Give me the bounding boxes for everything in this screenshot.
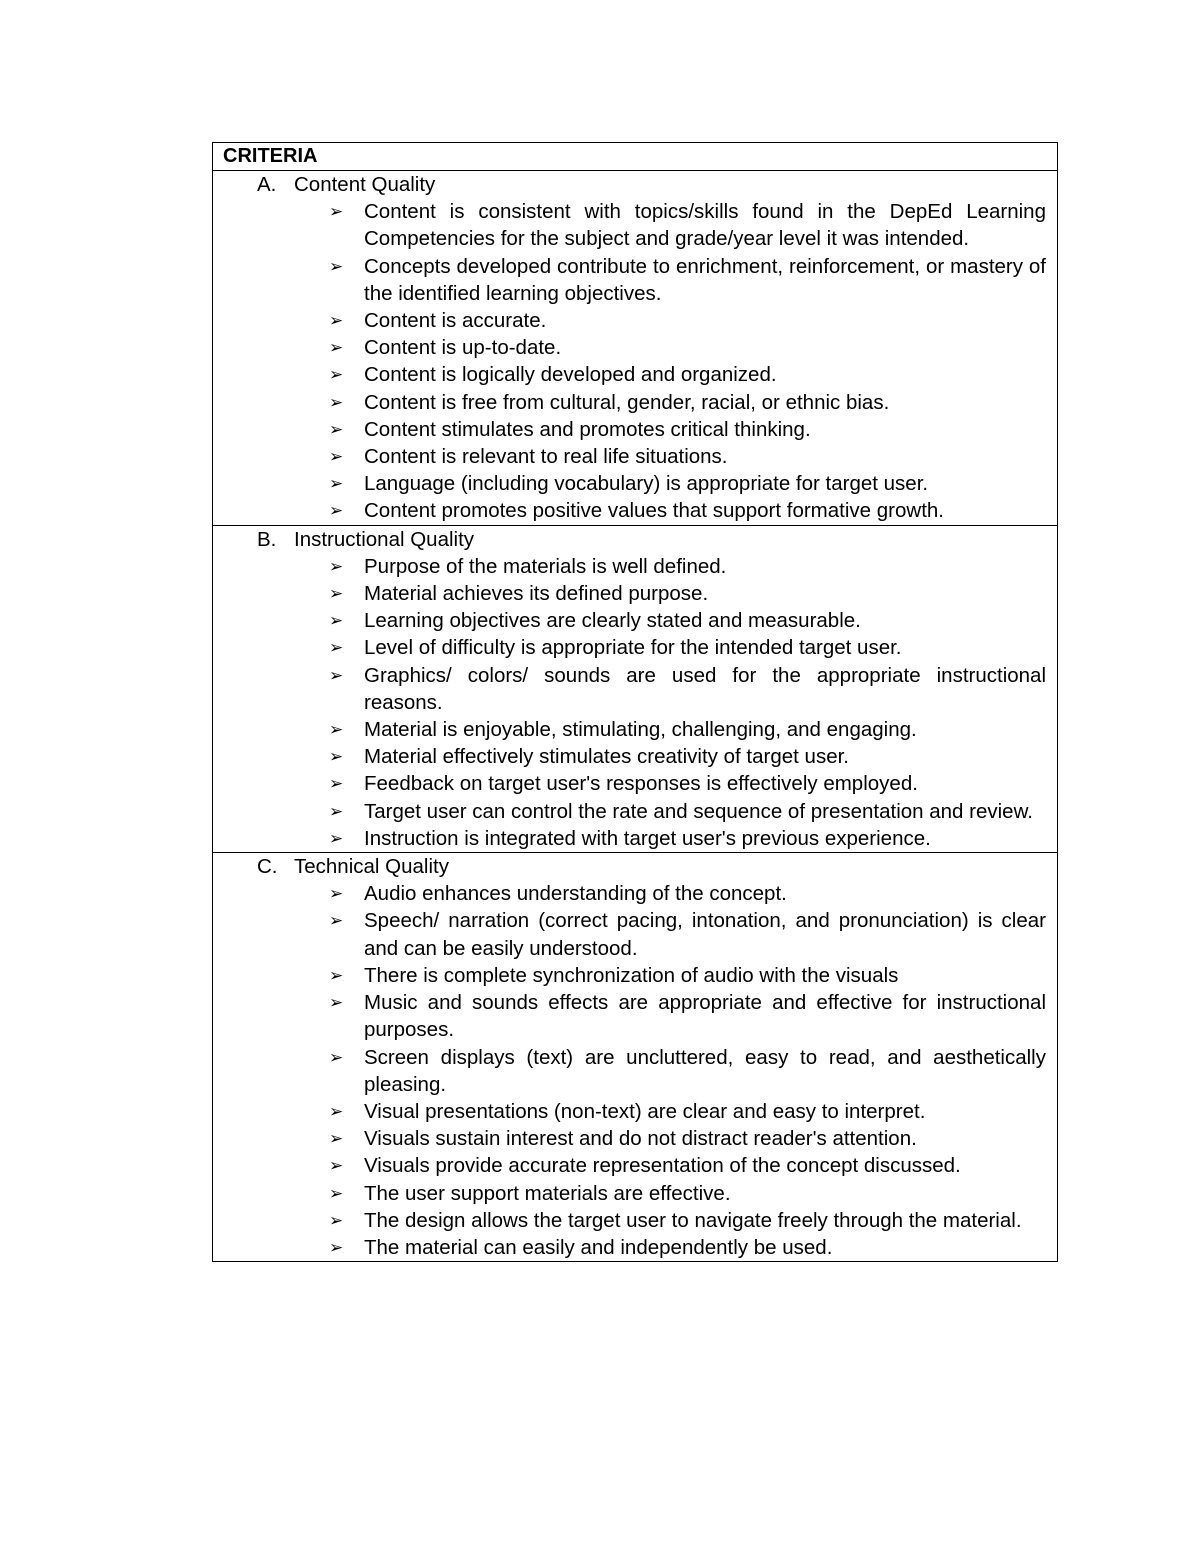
list-item: [329, 470, 1046, 497]
section-title-text-c: Technical Quality: [294, 855, 449, 879]
arrow-bullet-icon: ➢: [329, 1210, 344, 1230]
list-item: [329, 1125, 1046, 1152]
list-item-text: Content promotes positive values that support formative growth.: [364, 499, 944, 523]
list-item: [329, 634, 1046, 661]
bullet-list-b: [213, 553, 1057, 852]
list-item: [329, 334, 1046, 361]
section-letter-c: C.: [257, 855, 278, 879]
list-item: [329, 1180, 1046, 1207]
list-item: [329, 361, 1046, 388]
arrow-bullet-icon: ➢: [329, 911, 344, 931]
list-item: [329, 662, 1046, 716]
list-item: [329, 825, 1046, 852]
list-item-text: Instruction is integrated with target user's previous experience.: [364, 826, 931, 850]
list-item-text: Feedback on target user's responses is effectively employed.: [364, 772, 918, 796]
list-item-text: Purpose of the materials is well defined.: [364, 554, 727, 578]
list-item-text: Material is enjoyable, stimulating, challenging, and engaging.: [364, 718, 917, 742]
list-item-text: Speech/ narration (correct pacing, intonation, and pronunciation) is clear and can be easily understood.: [364, 909, 1046, 960]
list-item-text: Content is free from cultural, gender, racial, or ethnic bias.: [364, 390, 890, 414]
arrow-bullet-icon: ➢: [329, 556, 344, 576]
arrow-bullet-icon: ➢: [329, 365, 344, 385]
arrow-bullet-icon: ➢: [329, 1047, 344, 1067]
list-item: [329, 770, 1046, 797]
list-item-text: Language (including vocabulary) is appropriate for target user.: [364, 472, 929, 496]
section-title-text-b: Instructional Quality: [294, 527, 475, 551]
bullet-list-a: [213, 198, 1057, 524]
list-item-text: Visuals provide accurate representation of the concept discussed.: [364, 1154, 961, 1178]
section-row-c: [213, 853, 1058, 1262]
section-letter-a: A.: [257, 173, 277, 196]
section-letter-b: B.: [257, 527, 277, 551]
list-item-text: Content is accurate.: [364, 309, 547, 333]
arrow-bullet-icon: ➢: [329, 638, 344, 658]
list-item-text: Material achieves its defined purpose.: [364, 582, 709, 606]
list-item-text: The design allows the target user to navigate freely through the material.: [364, 1208, 1022, 1232]
list-item: [329, 389, 1046, 416]
arrow-bullet-icon: ➢: [329, 747, 344, 767]
section-title-a: [213, 171, 1057, 198]
list-item-text: The user support materials are effective.: [364, 1181, 731, 1205]
list-item: [329, 962, 1046, 989]
arrow-bullet-icon: ➢: [329, 720, 344, 740]
arrow-bullet-icon: ➢: [329, 202, 344, 222]
list-item-text: The material can easily and independently be used.: [364, 1235, 833, 1259]
criteria-table: [212, 142, 1058, 1262]
arrow-bullet-icon: ➢: [329, 1129, 344, 1149]
list-item: [329, 416, 1046, 443]
list-item: [329, 607, 1046, 634]
list-item: [329, 198, 1046, 252]
list-item: [329, 307, 1046, 334]
section-title-b: [213, 526, 1057, 553]
arrow-bullet-icon: ➢: [329, 993, 344, 1013]
list-item: [329, 1098, 1046, 1125]
list-item: [329, 580, 1046, 607]
arrow-bullet-icon: ➢: [329, 665, 344, 685]
list-item: [329, 716, 1046, 743]
list-item: [329, 1234, 1046, 1261]
list-item-text: Learning objectives are clearly stated and measurable.: [364, 609, 861, 633]
arrow-bullet-icon: ➢: [329, 1101, 344, 1121]
list-item: [329, 1044, 1046, 1098]
arrow-bullet-icon: ➢: [329, 311, 344, 331]
arrow-bullet-icon: ➢: [329, 584, 344, 604]
bullet-list-c: [213, 880, 1057, 1261]
list-item: [329, 553, 1046, 580]
list-item: [329, 743, 1046, 770]
list-item-text: Content is up-to-date.: [364, 336, 562, 360]
list-item-text: Level of difficulty is appropriate for the intended target user.: [364, 636, 902, 660]
list-item: [329, 907, 1046, 961]
list-item: [329, 880, 1046, 907]
list-item-text: Content stimulates and promotes critical thinking.: [364, 417, 811, 441]
arrow-bullet-icon: ➢: [329, 884, 344, 904]
list-item-text: Content is consistent with topics/skills found in the DepEd Learning Competencies for the subject and grade/year level it was intended.: [364, 200, 1046, 251]
arrow-bullet-icon: ➢: [329, 392, 344, 412]
section-title-text-a: Content Quality: [294, 173, 436, 196]
list-item: [329, 443, 1046, 470]
arrow-bullet-icon: ➢: [329, 965, 344, 985]
section-cell-b: [213, 525, 1058, 852]
list-item: [329, 253, 1046, 307]
arrow-bullet-icon: ➢: [329, 1156, 344, 1176]
section-row-b: [213, 525, 1058, 852]
list-item: [329, 798, 1046, 825]
arrow-bullet-icon: ➢: [329, 774, 344, 794]
arrow-bullet-icon: ➢: [329, 1183, 344, 1203]
arrow-bullet-icon: ➢: [329, 1237, 344, 1257]
list-item-text: Material effectively stimulates creativity of target user.: [364, 745, 849, 769]
arrow-bullet-icon: ➢: [329, 256, 344, 276]
list-item-text: Music and sounds effects are appropriate and effective for instructional purposes.: [364, 991, 1046, 1042]
list-item: [329, 989, 1046, 1043]
arrow-bullet-icon: ➢: [329, 338, 344, 358]
list-item-text: Screen displays (text) are uncluttered, easy to read, and aesthetically pleasing.: [364, 1045, 1046, 1096]
list-item-text: Content is logically developed and organized.: [364, 363, 777, 387]
arrow-bullet-icon: ➢: [329, 474, 344, 494]
list-item: [329, 1207, 1046, 1234]
list-item-text: Audio enhances understanding of the concept.: [364, 882, 787, 906]
section-row-a: [213, 171, 1058, 526]
criteria-header: CRITERIA: [213, 143, 1058, 171]
list-item: [329, 1152, 1046, 1179]
arrow-bullet-icon: ➢: [329, 501, 344, 521]
list-item-text: There is complete synchronization of audio with the visuals: [364, 963, 899, 987]
list-item: [329, 497, 1046, 524]
list-item-text: Visuals sustain interest and do not distract reader's attention.: [364, 1127, 917, 1151]
arrow-bullet-icon: ➢: [329, 828, 344, 848]
arrow-bullet-icon: ➢: [329, 611, 344, 631]
list-item-text: Target user can control the rate and sequence of presentation and review.: [364, 799, 1033, 823]
section-cell-a: [213, 171, 1058, 526]
list-item-text: Concepts developed contribute to enrichment, reinforcement, or mastery of the identified learning objectives.: [364, 254, 1046, 305]
section-title-c: [213, 853, 1057, 880]
arrow-bullet-icon: ➢: [329, 447, 344, 467]
list-item-text: Visual presentations (non-text) are clear and easy to interpret.: [364, 1099, 926, 1123]
list-item-text: Graphics/ colors/ sounds are used for the appropriate instructional reasons.: [364, 663, 1046, 714]
list-item-text: Content is relevant to real life situations.: [364, 445, 728, 469]
arrow-bullet-icon: ➢: [329, 801, 344, 821]
section-cell-c: [213, 853, 1058, 1262]
arrow-bullet-icon: ➢: [329, 419, 344, 439]
header-row: [213, 143, 1058, 171]
